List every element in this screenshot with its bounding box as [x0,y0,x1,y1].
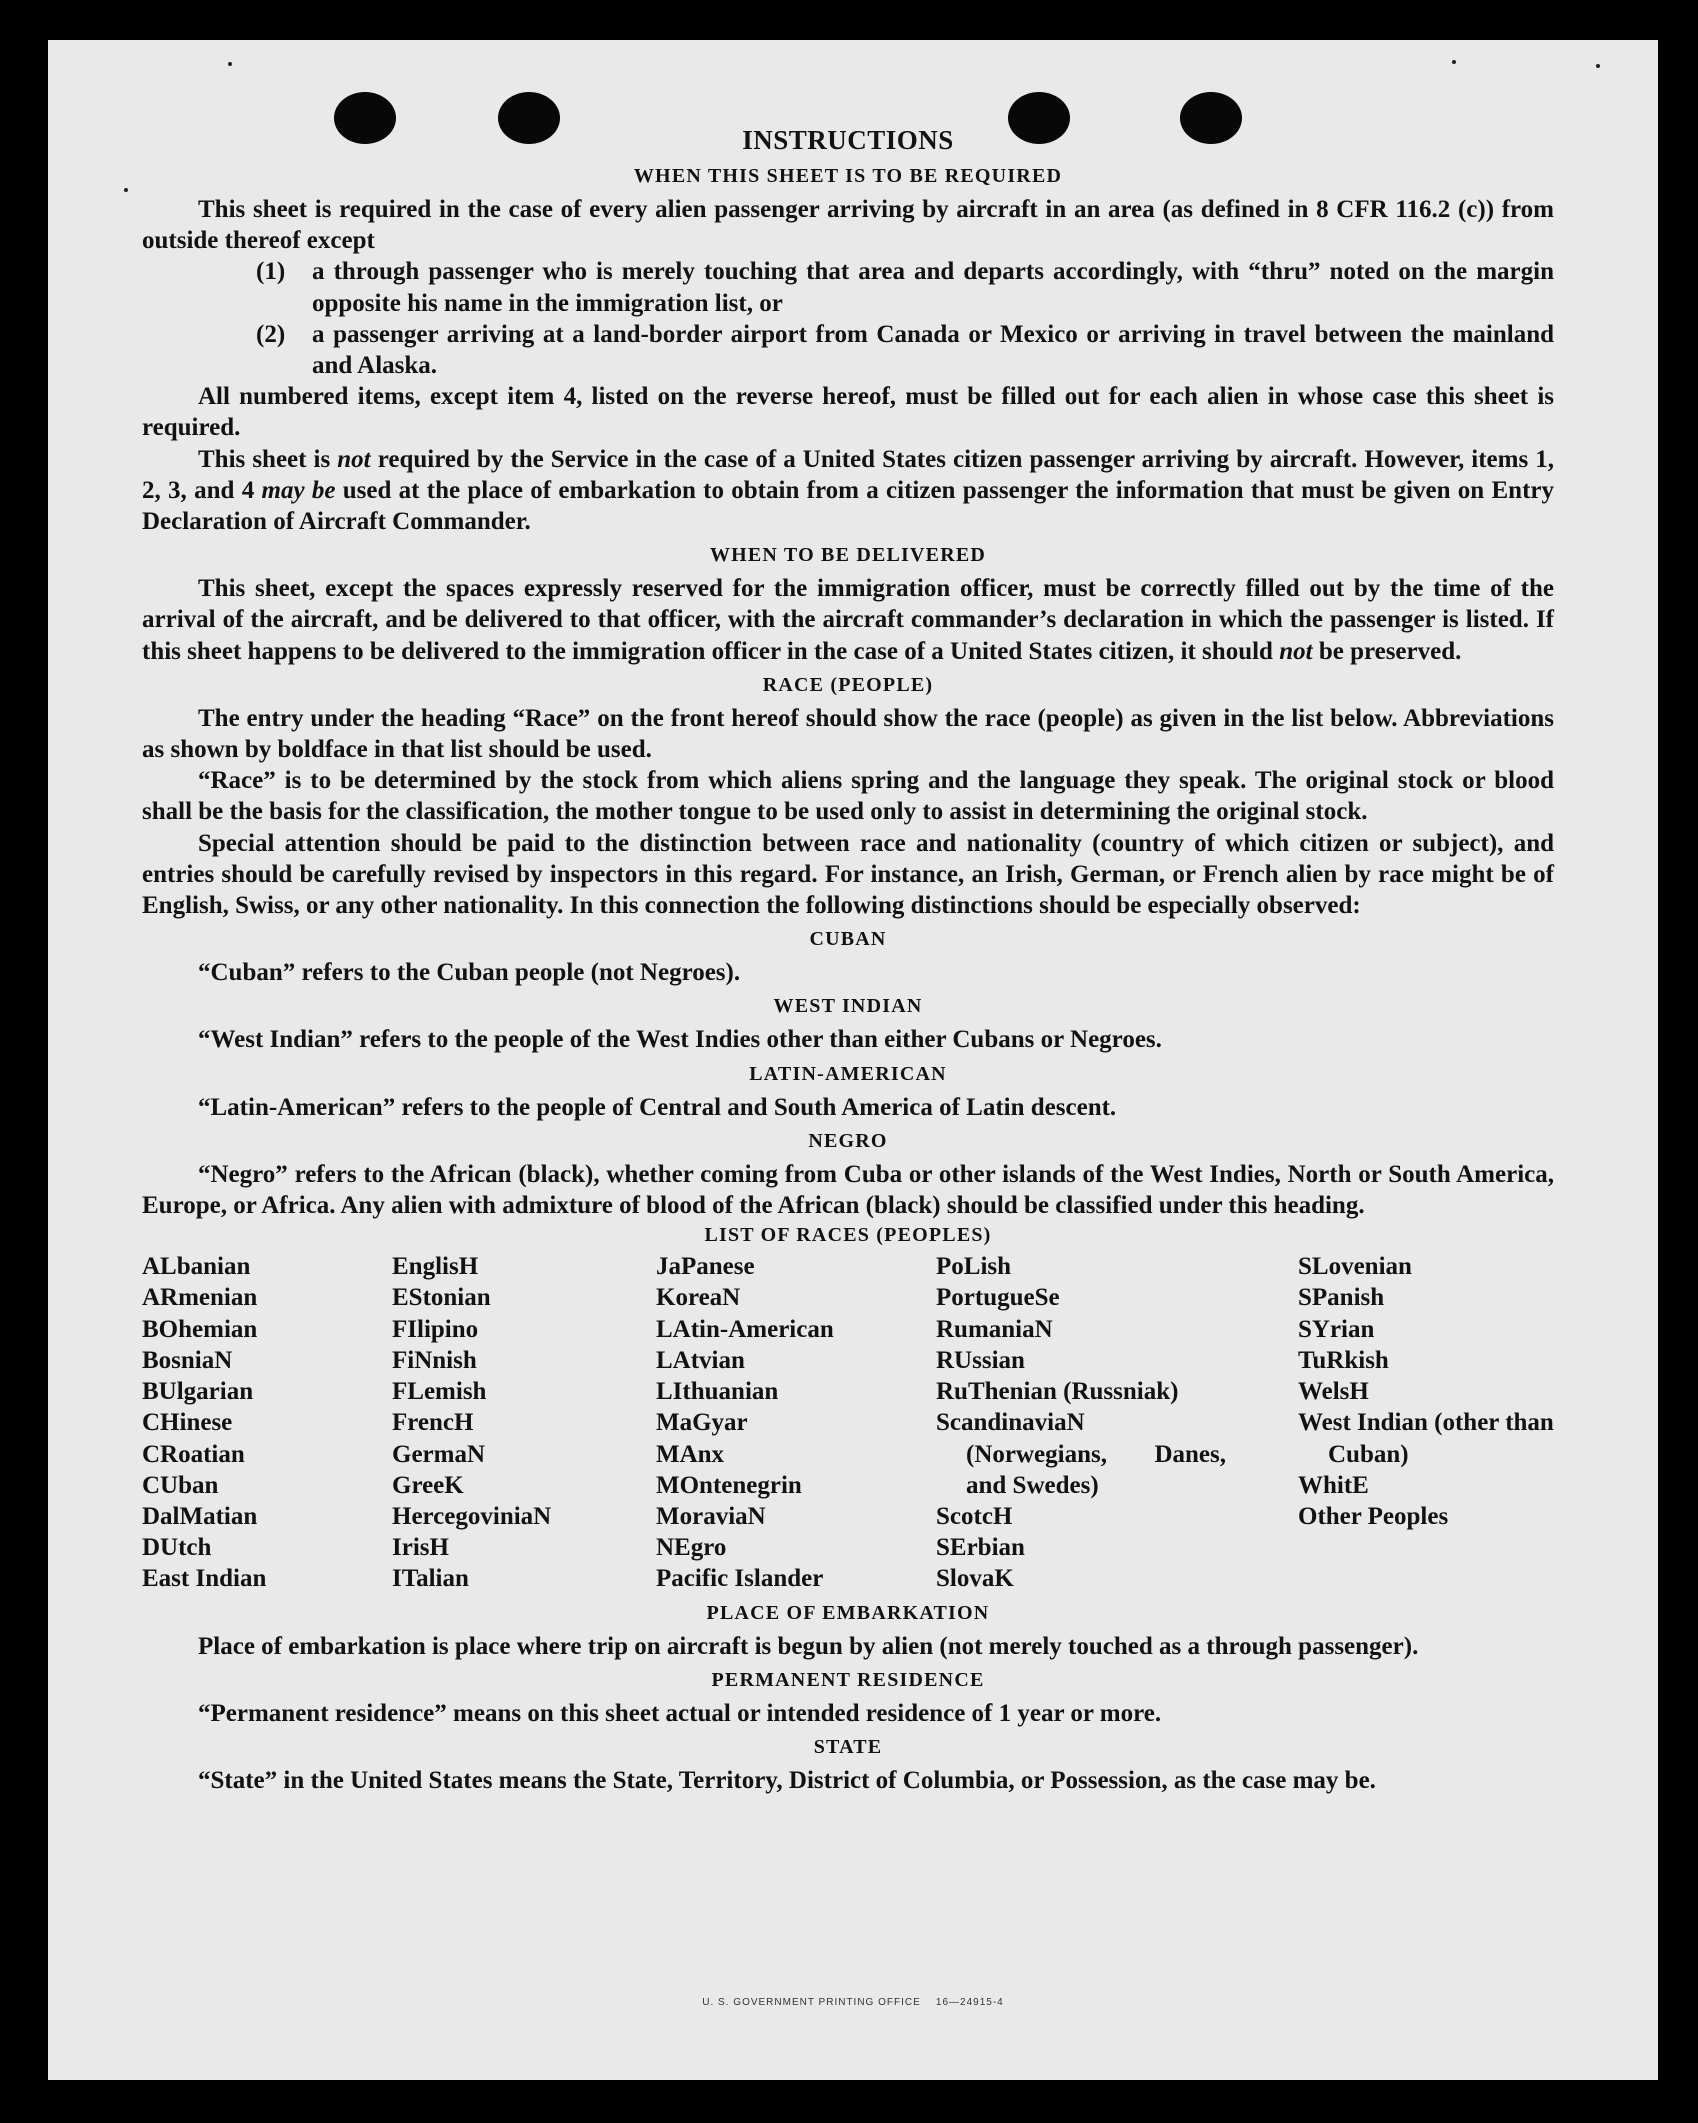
race-entry: BOhemian [142,1315,258,1343]
race-entry: SlovaK [936,1565,1014,1593]
race-entry: West Indian (other than Cuban) [1298,1409,1554,1468]
race-entry: East Indian [142,1565,267,1593]
race-entry: Pacific Islander [656,1565,824,1593]
paper-speck [1452,60,1456,64]
race-entry: RumaniaN [936,1315,1053,1343]
instructions-text [142,122,1554,1796]
paragraph: This sheet is required in the case of every alien passenger arriving by aircraft in an area (as defined in 8 CFR 116.2 (c)) from outside thereof except [142,196,1554,255]
race-entry: CUban [142,1471,219,1499]
race-entry: MoraviaN [656,1502,766,1530]
race-entry: GermaN [392,1440,486,1468]
race-entry: JaPanese [656,1253,755,1281]
item-text: a through passenger who is merely touching that area and departs accordingly, with “thru” noted on the margin opposite his name in the immigration list, or [312,258,1554,317]
heading-state: STATE [813,1735,883,1758]
races-column [392,1251,656,1594]
race-entry: MaGyar [656,1409,748,1437]
page-title: INSTRUCTIONS [742,125,954,155]
race-entry: CRoatian [142,1440,245,1468]
paper-speck [228,62,232,66]
race-entry: SYrian [1298,1315,1375,1343]
printer-imprint: U. S. GOVERNMENT PRINTING OFFICE 16—24915-4 [702,1997,1004,2008]
text-run: required by the Service in the case of a United States citizen passenger arriving by aircraft. However, items 1, 2, 3, and 4 [142,445,1554,504]
race-entry: TuRkish [1298,1346,1389,1374]
paragraph: “Cuban” refers to the Cuban people (not Negroes). [198,959,741,987]
race-entry: IrisH [392,1534,449,1562]
emphasis: not [337,445,371,473]
heading-latin-american: LATIN-AMERICAN [749,1062,947,1085]
race-entry: FiNnish [392,1346,477,1374]
paper-speck [124,188,128,192]
race-entry: CHinese [142,1409,233,1437]
race-entry: FLemish [392,1378,487,1406]
races-table [142,1251,1554,1594]
race-entry: LIthuanian [656,1378,779,1406]
paragraph: “State” in the United States means the State, Territory, District of Columbia, or Possession, as the case may be. [198,1766,1376,1794]
races-column [1298,1251,1554,1594]
races-column [656,1251,936,1594]
race-entry: EnglisH [392,1253,479,1281]
race-entry: NEgro [656,1534,727,1562]
text-run: This sheet, except the spaces expressly reserved for the immigration officer, must be correctly filled out by the time of the arrival of the aircraft, and be delivered to that officer, with the aircraft commander’s declaration in which the passenger is listed. If this sheet happens to be delivered to the immigration officer in the case of a United States citizen, it should [142,575,1554,665]
paragraph: “Race” is to be determined by the stock from which aliens spring and the language they speak. The original stock or blood shall be the basis for the classification, the mother tongue to be used only to assist in determining the original stock. [142,767,1554,826]
heading-races-list: LIST OF RACES (PEOPLES) [704,1224,992,1247]
race-entry: PoLish [936,1253,1012,1281]
race-entry: BUlgarian [142,1378,254,1406]
item-number: (1) [256,258,286,286]
race-entry: WelsH [1298,1378,1369,1406]
emphasis: not [1279,637,1313,665]
race-entry: ALbanian [142,1253,251,1281]
race-entry: ITalian [392,1565,469,1593]
races-column [142,1251,392,1594]
paragraph: Place of embarkation is place where trip on aircraft is begun by alien (not merely touched as a through passenger). [198,1632,1419,1660]
race-entry: DalMatian [142,1502,258,1530]
paragraph: The entry under the heading “Race” on the front hereof should show the race (people) as given in the list below. Abbreviations as shown by boldface in that list should be used. [142,704,1554,764]
heading-west-indian: WEST INDIAN [773,995,923,1018]
paragraph: “Negro” refers to the African (black), whether coming from Cuba or other islands of the West Indies, North or South America, Europe, or Africa. Any alien with admixture of blood of the African (black) should be classified under this heading. [142,1160,1554,1220]
heading-residence: PERMANENT RESIDENCE [711,1668,985,1691]
paragraph: Special attention should be paid to the distinction between race and nationality (country of which citizen or subject), and entries should be carefully revised by inspectors in this regard. For instance, an Irish, German, or French alien by race might be of English, Swiss, or any other nationality. In this connection the following distinctions should be especially observed: [142,829,1554,920]
heading-cuban: CUBAN [809,928,887,951]
paragraph: All numbered items, except item 4, listed on the reverse hereof, must be filled out for each alien in whose case this sheet is required. [142,383,1554,442]
race-entry: PortugueSe [936,1284,1060,1312]
race-entry: FrencH [392,1409,474,1437]
document-page [48,40,1658,2080]
race-entry: DUtch [142,1534,212,1562]
race-entry: RUssian [936,1346,1025,1374]
paper-speck [1596,64,1600,68]
race-entry: GreeK [392,1471,464,1499]
emphasis: may be [261,476,336,504]
race-entry: WhitE [1298,1471,1369,1499]
race-entry: SPanish [1298,1284,1385,1312]
race-entry: Other Peoples [1298,1502,1449,1530]
race-entry: KoreaN [656,1284,741,1312]
race-entry: ScandinaviaN (Norwegians, Danes, and Swedes) [936,1409,1226,1499]
text-run: be preserved. [1312,637,1462,665]
heading-required: WHEN THIS SHEET IS TO BE REQUIRED [633,165,1063,187]
race-entry: ARmenian [142,1284,258,1312]
text-run: used at the place of embarkation to obtain from a citizen passenger the information that must be given on Entry Declaration of Aircraft Commander. [142,476,1554,536]
heading-negro: NEGRO [808,1129,888,1152]
race-entry: SErbian [936,1534,1025,1562]
paragraph [142,573,1554,667]
list-item [256,319,1554,381]
race-entry: FIlipino [392,1315,479,1343]
paragraph: “West Indian” refers to the people of the West Indies other than either Cubans or Negroes. [198,1026,1162,1054]
paragraph: “Permanent residence” means on this sheet actual or intended residence of 1 year or more. [198,1699,1162,1727]
race-entry: RuThenian (Russniak) [936,1378,1179,1406]
heading-race: RACE (PEOPLE) [762,673,934,696]
race-entry: LAtin-American [656,1315,834,1343]
text-run: This sheet is [198,445,338,473]
heading-delivered: WHEN TO BE DELIVERED [709,544,987,567]
race-entry: EStonian [392,1284,491,1312]
race-entry: HercegoviniaN [392,1502,552,1530]
race-entry: LAtvian [656,1346,745,1374]
race-entry: ScotcH [936,1502,1013,1530]
heading-embarkation: PLACE OF EMBARKATION [706,1601,990,1624]
races-column [936,1251,1226,1594]
paragraph [142,444,1554,538]
paragraph: “Latin-American” refers to the people of Central and South America of Latin descent. [198,1093,1117,1121]
item-text: a passenger arriving at a land-border airport from Canada or Mexico or arriving in travel between the mainland and Alaska. [312,320,1554,380]
race-entry: MAnx [656,1440,725,1468]
item-number: (2) [256,320,286,348]
race-entry: MOntenegrin [656,1471,802,1499]
race-entry: BosniaN [142,1346,233,1374]
race-entry: SLovenian [1298,1253,1412,1281]
list-item [256,256,1554,318]
